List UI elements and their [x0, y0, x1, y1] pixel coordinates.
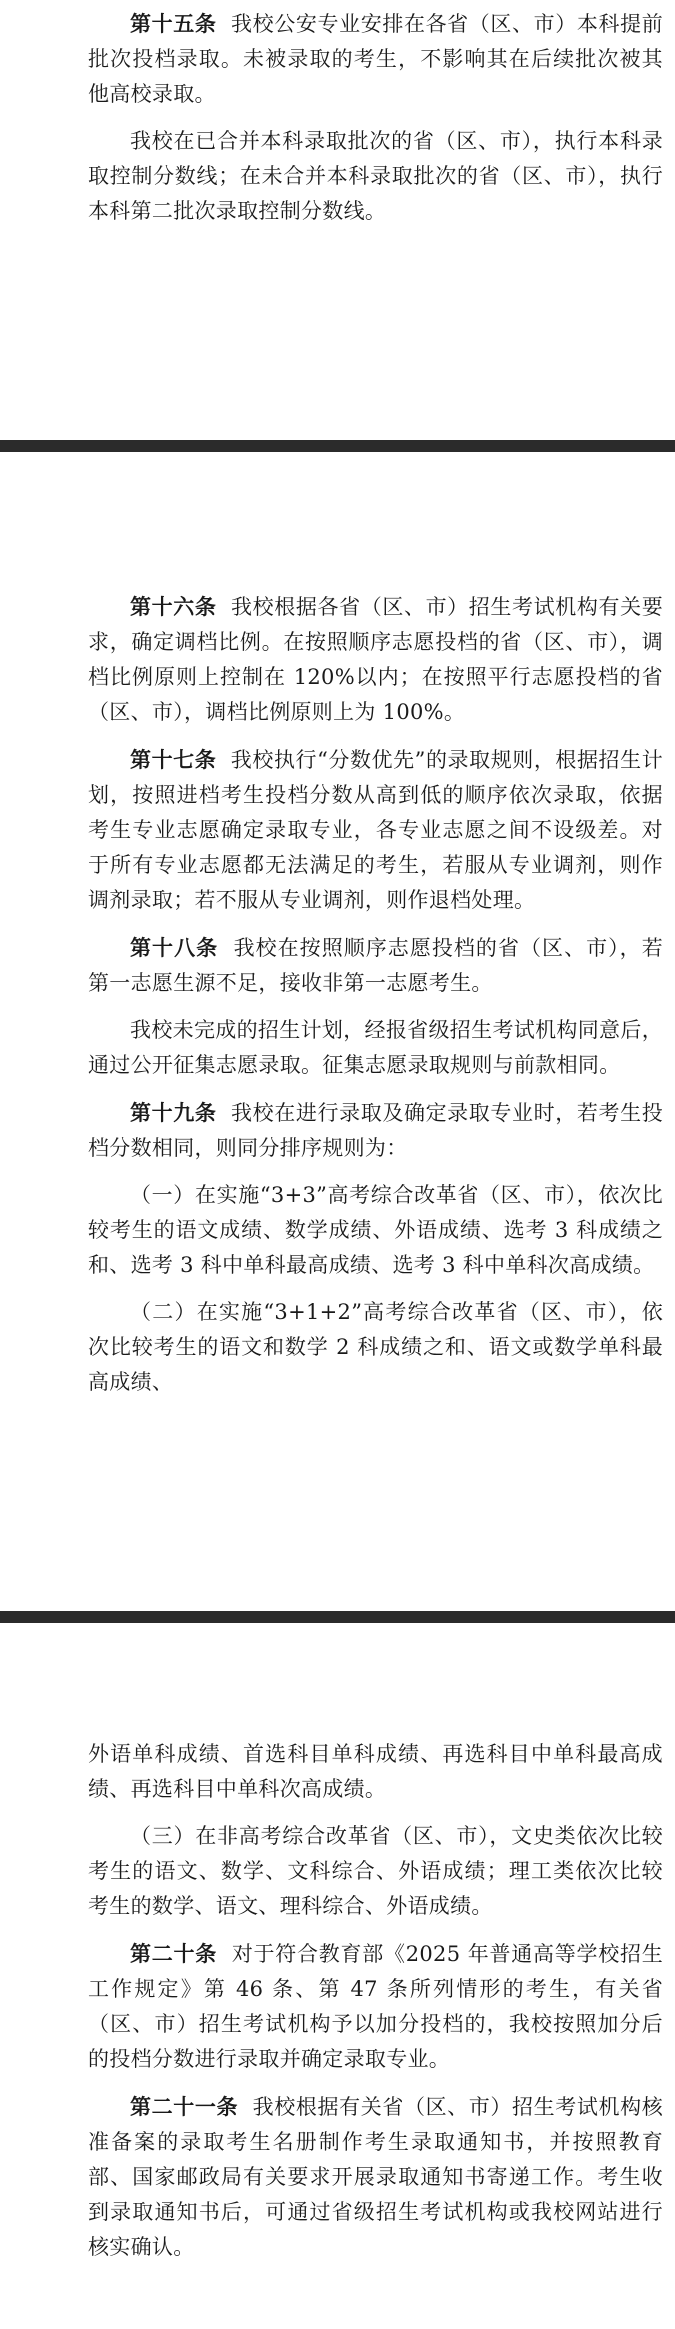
document-page-2: [0, 452, 675, 1611]
article-16-heading: 第十六条: [130, 594, 217, 619]
article-21-text: 我校根据有关省（区、市）招生考试机构核准备案的录取考生名册制作考生录取通知书，并按照教育部、国家邮政局有关要求开展录取通知书寄递工作。考生收到录取通知书后，可通过省级招生考试机构或我校网站进行核实确认。: [88, 2095, 664, 2259]
article-18-text: 我校在按照顺序志愿投档的省（区、市），若第一志愿生源不足，接收非第一志愿考生。: [88, 936, 664, 995]
article-17-heading: 第十七条: [130, 747, 217, 772]
article-21-heading: 第二十一条: [130, 2094, 239, 2119]
page-3-text: [88, 1737, 663, 2265]
page-separator: [0, 440, 675, 452]
article-20-paragraph: [88, 1936, 663, 2077]
article-16-text: 我校根据各省（区、市）招生考试机构有关要求，确定调档比例。在按照顺序志愿投档的省（区、市），调档比例原则上控制在 120%以内；在按照平行志愿投档的省（区、市），调档比例原则上为 100%。: [88, 595, 664, 724]
document-page-1: [0, 0, 675, 440]
rule-2-continuation: 外语单科成绩、首选科目单科成绩、再选科目中单科最高成绩、再选科目中单科次高成绩。: [88, 1742, 663, 1801]
article-18-paragraph: [88, 930, 663, 1001]
article-20-heading: 第二十条: [130, 1941, 217, 1966]
article-16-paragraph: [88, 589, 663, 730]
article-18-paragraph-2: 我校未完成的招生计划，经报省级招生考试机构同意后，通过公开征集志愿录取。征集志愿录取规则与前款相同。: [88, 1018, 663, 1077]
article-17-text: 我校执行“分数优先”的录取规则，根据招生计划，按照进档考生投档分数从高到低的顺序依次录取，依据考生专业志愿确定录取专业，各专业志愿之间不设级差。对于所有专业志愿都无法满足的考生，若服从专业调剂，则作调剂录取；若不服从专业调剂，则作退档处理。: [88, 748, 663, 912]
article-19-heading: 第十九条: [130, 1100, 217, 1125]
page-2-text: [88, 589, 663, 1400]
article-15-paragraph-2: 我校在已合并本科录取批次的省（区、市），执行本科录取控制分数线；在未合并本科录取批次的省（区、市），执行本科第二批次录取控制分数线。: [88, 129, 663, 223]
article-17-paragraph: [88, 742, 663, 918]
article-15-heading: 第十五条: [130, 11, 217, 36]
article-21-paragraph: [88, 2089, 663, 2265]
rule-3-paragraph: （三）在非高考综合改革省（区、市），文史类依次比较考生的语文、数学、文科综合、外语成绩；理工类依次比较考生的数学、语文、理科综合、外语成绩。: [88, 1824, 663, 1918]
rule-1-paragraph: （一）在实施“3+3”高考综合改革省（区、市），依次比较考生的语文成绩、数学成绩、外语成绩、选考 3 科成绩之和、选考 3 科中单科最高成绩、选考 3 科中单科次高成绩。: [88, 1183, 663, 1277]
page-separator: [0, 1611, 675, 1623]
document-page-3: [0, 1623, 675, 2329]
rule-2-paragraph: （二）在实施“3+1+2”高考综合改革省（区、市），依次比较考生的语文和数学 2 科成绩之和、语文或数学单科最高成绩、: [88, 1300, 663, 1394]
article-19-paragraph: [88, 1095, 663, 1166]
article-18-heading: 第十八条: [130, 935, 219, 960]
article-15-paragraph: [88, 6, 663, 112]
article-15-text: 我校公安专业安排在各省（区、市）本科提前批次投档录取。未被录取的考生，不影响其在后续批次被其他高校录取。: [88, 12, 664, 106]
page-1-text: [88, 6, 663, 229]
article-20-text: 对于符合教育部《2025 年普通高等学校招生工作规定》第 46 条、第 47 条所列情形的考生，有关省（区、市）招生考试机构予以加分投档的，我校按照加分后的投档分数进行录取并确定录取专业。: [88, 1942, 664, 2071]
article-19-text: 我校在进行录取及确定录取专业时，若考生投档分数相同，则同分排序规则为：: [88, 1101, 664, 1160]
